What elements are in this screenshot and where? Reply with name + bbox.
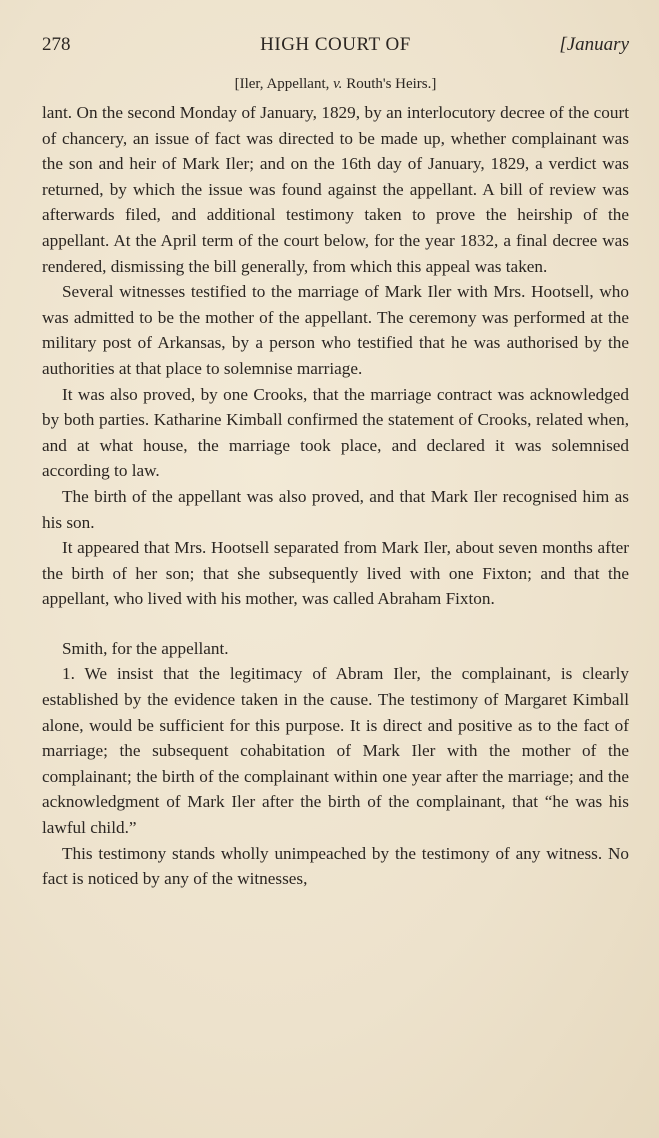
paragraph-procedural-history: lant. On the second Monday of January, 1829, by an interlocutory decree of the court of chancery, an issue of fact was directed to be made up, whether complainant was the son and heir of Mark Iler; and on the 16th day of January, 1829, a verdict was returned, by which the issue was found against the appellant. A bill of review was afterwards filed, and additional testimony taken to prove the heirship of the appellant. At the April term of the court below, for the year 1832, a final decree was rendered, dismissing the bill generally, from which this appeal was taken.	[42, 103, 629, 276]
caption-respondent: Routh's Heirs.]	[342, 76, 437, 92]
paragraph-argument-legitimacy: 1. We insist that the legitimacy of Abram Iler, the complainant, is clearly established by the evidence taken in the cause. The testimony of Margaret Kimball alone, would be sufficient for this purpose. It is direct and positive as to the fact of marriage; the subsequent cohabitation of Mark Iler with the mother of the complainant; the birth of the complainant within one year after the marriage; and the acknowledgment of Mark Iler after the birth of the complainant, that “he was his lawful child.”	[42, 664, 629, 838]
caption-versus: v.	[333, 76, 343, 92]
body-text	[42, 100, 629, 892]
caption-appellant: [Iler, Appellant,	[234, 76, 334, 92]
running-title: HIGH COURT OF	[260, 34, 411, 55]
section-gap	[42, 612, 629, 636]
case-caption	[42, 76, 629, 98]
paragraph-birth-proved: The birth of the appellant was also proved, and that Mark Iler recognised him as his son.	[42, 486, 629, 532]
paragraph-marriage-witnesses: Several witnesses testified to the marriage of Mark Iler with Mrs. Hootsell, who was admitted to be the mother of the appellant. The ceremony was performed at the military post of Arkansas, by a person who testified that he was authorised by the authorities at that place to solemnise marriage.	[42, 282, 629, 378]
page-number: 278	[42, 34, 71, 55]
paragraph-testimony-unimpeached: This testimony stands wholly unimpeached by the testimony of any witness. No fact is noticed by any of the witnesses,	[42, 843, 629, 889]
running-head	[42, 30, 629, 64]
paragraph-counsel: Smith, for the appellant.	[62, 638, 229, 658]
running-month: [January	[559, 34, 629, 55]
paragraph-separation: It appeared that Mrs. Hootsell separated from Mark Iler, about seven months after the birth of her son; that she subsequently lived with one Fixton; and that the appellant, who lived with his mother, was called Abraham Fixton.	[42, 538, 629, 609]
paragraph-crooks-testimony: It was also proved, by one Crooks, that the marriage contract was acknowledged by both parties. Katharine Kimball confirmed the statement of Crooks, related when, and at what house, the marriage took place, and declared it was solemnised according to law.	[42, 384, 629, 481]
